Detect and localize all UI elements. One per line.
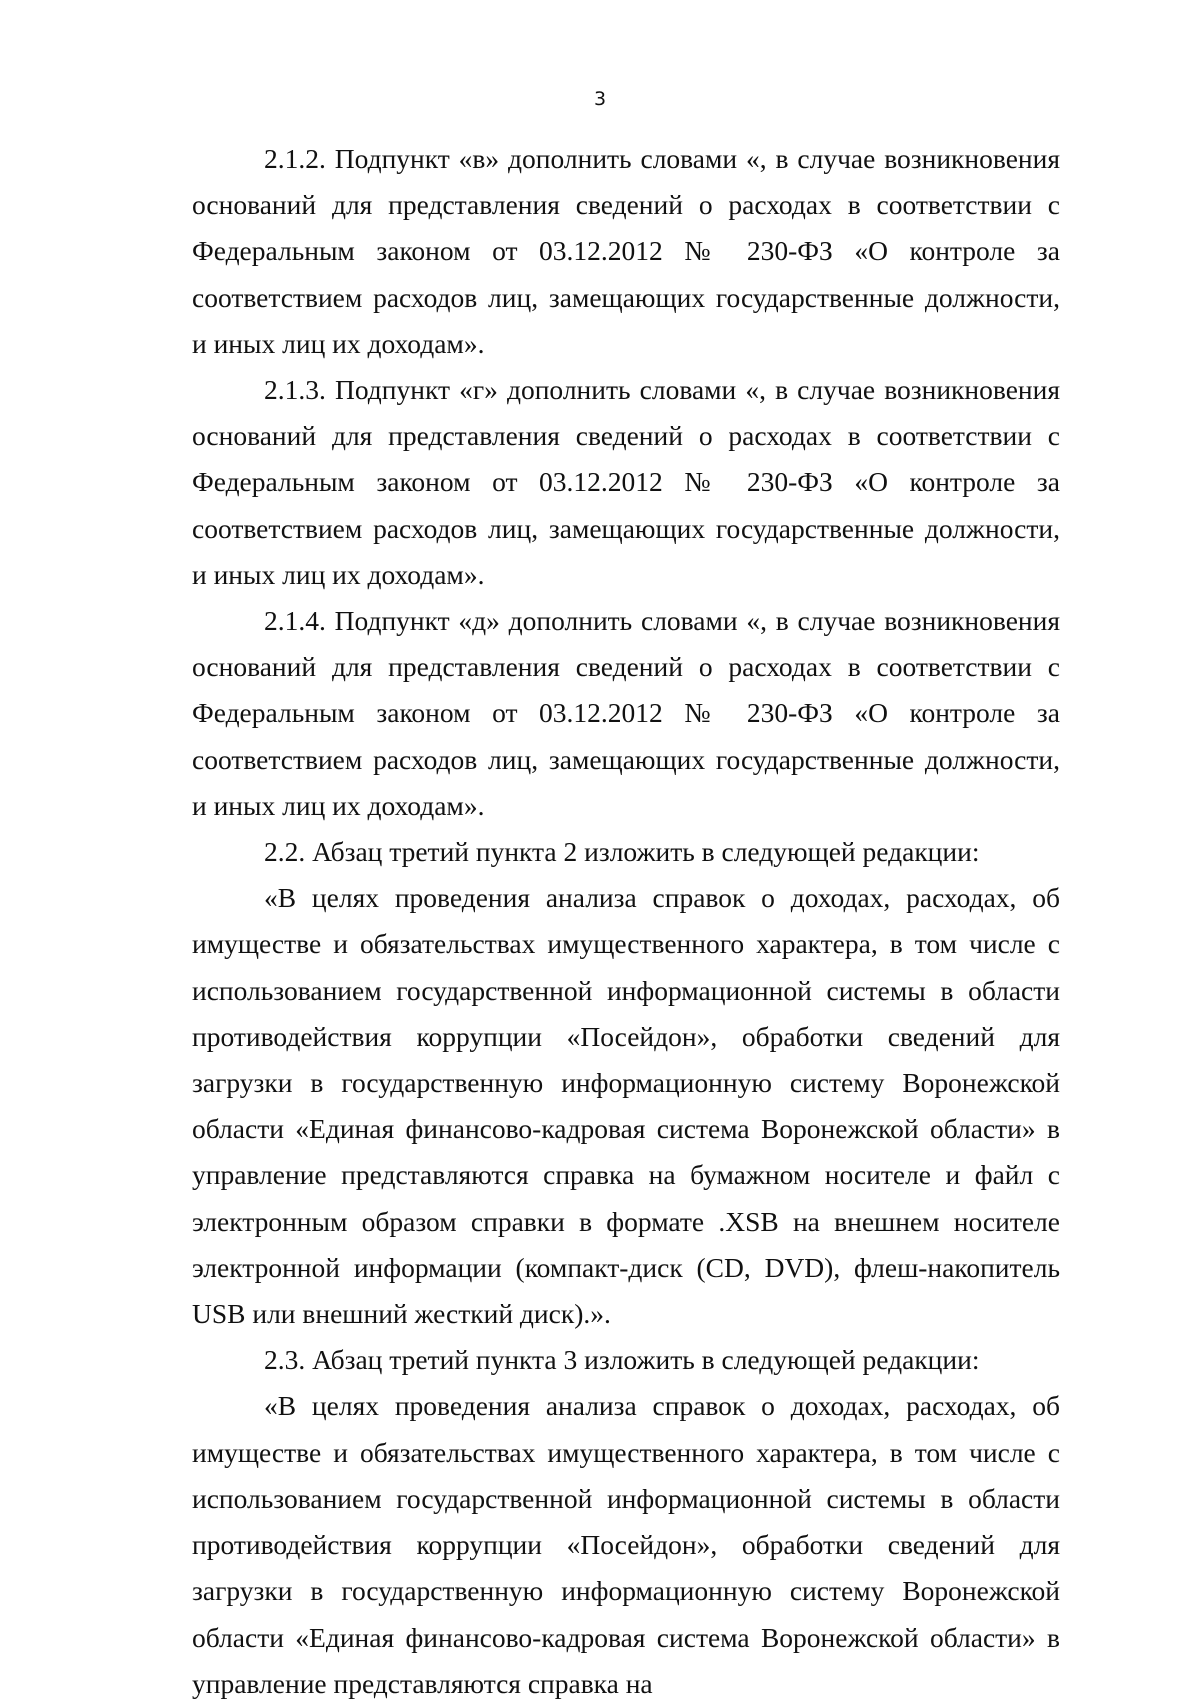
paragraph-2-2-quote: «В целях проведения анализа справок о доходах, расходах, об имуществе и обязательствах имущественного характера, в том числе с использованием государственной информационной системы в области противодействия коррупции «Посейдон», обработки сведений для загрузки в государственную информационную систему Воронежской области «Единая финансово-кадровая система Воронежской области» в управление представляются справка на бумажном носителе и файл с электронным образом справки в формате .XSB на внешнем носителе электронной информации (компакт-диск (CD, DVD), флеш-накопитель USB или внешний жесткий диск).». [192,882,1060,1330]
paragraph-2-3-quote: «В целях проведения анализа справок о доходах, расходах, об имуществе и обязательствах имущественного характера, в том числе с использованием государственной информационной системы в области противодействия коррупции «Посейдон», обработки сведений для загрузки в государственную информационную систему Воронежской области «Единая финансово-кадровая система Воронежской области» в управление представляются справка на [192,1390,1060,1699]
document-body [192,136,1060,1707]
page-number: 3 [593,88,607,110]
paragraph-2-2: 2.2. Абзац третий пункта 2 изложить в следующей редакции: [264,836,980,868]
paragraph-2-1-3: 2.1.3. Подпункт «г» дополнить словами «, в случае возникновения оснований для представления сведений о расходах в соответствии с Федеральным законом от 03.12.2012 № 230-ФЗ «О контроле за соответствием расходов лиц, замещающих государственные должности, и иных лиц их доходам». [192,374,1060,590]
paragraph-2-1-2: 2.1.2. Подпункт «в» дополнить словами «, в случае возникновения оснований для представления сведений о расходах в соответствии с Федеральным законом от 03.12.2012 № 230-ФЗ «О контроле за соответствием расходов лиц, замещающих государственные должности, и иных лиц их доходам». [192,143,1060,359]
paragraph-2-1-4: 2.1.4. Подпункт «д» дополнить словами «, в случае возникновения оснований для представления сведений о расходах в соответствии с Федеральным законом от 03.12.2012 № 230-ФЗ «О контроле за соответствием расходов лиц, замещающих государственные должности, и иных лиц их доходам». [192,605,1060,821]
paragraph-2-3: 2.3. Абзац третий пункта 3 изложить в следующей редакции: [264,1344,980,1376]
